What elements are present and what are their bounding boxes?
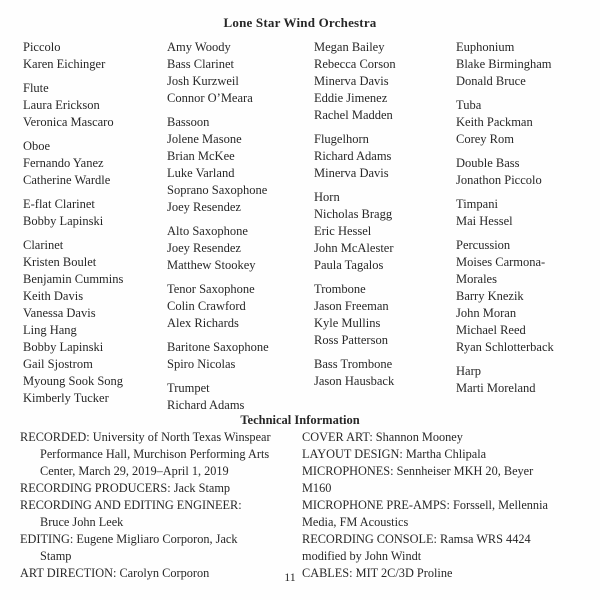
roster-line: Luke Varland: [167, 166, 235, 180]
roster-column-2: [167, 39, 269, 421]
roster-line: Clarinet: [23, 238, 64, 252]
technical-line: EDITING: Eugene Migliaro Corporon, Jack: [20, 532, 238, 546]
roster-line: Brian McKee: [167, 149, 235, 163]
roster-line: Trumpet: [167, 381, 210, 395]
roster-line: Tuba: [456, 98, 482, 112]
instrument-group: [314, 39, 396, 124]
roster-line: Minerva Davis: [314, 74, 389, 88]
technical-line: modified by John Windt: [302, 549, 422, 563]
roster-line: Oboe: [23, 139, 51, 153]
roster-line: Bassoon: [167, 115, 210, 129]
instrument-group: [456, 155, 554, 189]
roster-line: Trombone: [314, 282, 366, 296]
instrument-group: [167, 223, 269, 274]
roster-line: Marti Moreland: [456, 381, 536, 395]
technical-line: COVER ART: Shannon Mooney: [302, 430, 463, 444]
technical-line: Bruce John Leek: [40, 515, 124, 529]
instrument-group: [23, 196, 123, 230]
roster-line: Kristen Boulet: [23, 255, 97, 269]
instrument-group: [456, 39, 554, 90]
roster-line: Donald Bruce: [456, 74, 526, 88]
roster-column-4: [456, 39, 554, 404]
roster-line: Eddie Jimenez: [314, 91, 388, 105]
instrument-group: [23, 237, 123, 407]
roster-line: Bobby Lapinski: [23, 214, 104, 228]
roster-line: Michael Reed: [456, 323, 526, 337]
technical-line: Center, March 29, 2019–April 1, 2019: [40, 464, 229, 478]
instrument-group: [314, 189, 396, 274]
roster-line: Eric Hessel: [314, 224, 372, 238]
roster-line: Flute: [23, 81, 49, 95]
page-title: Lone Star Wind Orchestra: [223, 15, 377, 30]
roster-line: Bass Trombone: [314, 357, 393, 371]
roster-line: Joey Resendez: [167, 200, 241, 214]
roster-line: E-flat Clarinet: [23, 197, 95, 211]
technical-line: Stamp: [40, 549, 72, 563]
roster-column-3: [314, 39, 396, 397]
roster-line: Keith Packman: [456, 115, 533, 129]
page-number: 11: [284, 570, 296, 584]
instrument-group: [314, 356, 396, 390]
roster-line: Spiro Nicolas: [167, 357, 236, 371]
roster-line: Jolene Masone: [167, 132, 242, 146]
roster-line: Ryan Schlotterback: [456, 340, 554, 354]
roster-line: Jason Hausback: [314, 374, 395, 388]
instrument-group: [456, 97, 554, 148]
technical-line: M160: [302, 481, 332, 495]
technical-line: RECORDING CONSOLE: Ramsa WRS 4424: [302, 532, 531, 546]
technical-line: MICROPHONES: Sennheiser MKH 20, Beyer: [302, 464, 534, 478]
technical-line: RECORDED: University of North Texas Winspear: [20, 430, 271, 444]
roster-line: Veronica Mascaro: [23, 115, 114, 129]
roster-line: Colin Crawford: [167, 299, 246, 313]
roster-line: Euphonium: [456, 40, 515, 54]
roster-line: Rebecca Corson: [314, 57, 396, 71]
instrument-group: [456, 363, 554, 397]
roster-line: Blake Birmingham: [456, 57, 552, 71]
technical-line: MICROPHONE PRE-AMPS: Forssell, Mellennia: [302, 498, 548, 512]
roster-line: Ling Hang: [23, 323, 77, 337]
technical-line: RECORDING PRODUCERS: Jack Stamp: [20, 481, 231, 495]
instrument-group: [314, 131, 396, 182]
roster-line: Barry Knezik: [456, 289, 524, 303]
roster-line: Matthew Stookey: [167, 258, 256, 272]
technical-line: RECORDING AND EDITING ENGINEER:: [20, 498, 242, 512]
instrument-group: [23, 138, 123, 189]
roster-line: Moises Carmona-: [456, 255, 546, 269]
instrument-group: [167, 114, 269, 216]
roster-line: Double Bass: [456, 156, 520, 170]
roster-line: Fernando Yanez: [23, 156, 104, 170]
roster-line: Timpani: [456, 197, 498, 211]
roster-line: Keith Davis: [23, 289, 84, 303]
roster-line: Ross Patterson: [314, 333, 388, 347]
roster-line: Morales: [456, 272, 497, 286]
roster-line: Joey Resendez: [167, 241, 241, 255]
roster-line: John McAlester: [314, 241, 394, 255]
roster-line: Benjamin Cummins: [23, 272, 124, 286]
technical-information-title: Technical Information: [240, 413, 360, 427]
roster-line: Flugelhorn: [314, 132, 369, 146]
technical-line: LAYOUT DESIGN: Martha Chlipala: [302, 447, 487, 461]
roster-line: Richard Adams: [314, 149, 392, 163]
roster-line: Alto Saxophone: [167, 224, 248, 238]
instrument-group: [167, 39, 269, 107]
roster-line: Gail Sjostrom: [23, 357, 93, 371]
roster-line: Kyle Mullins: [314, 316, 381, 330]
technical-column-left: [20, 429, 271, 582]
roster-line: Vanessa Davis: [23, 306, 96, 320]
roster-line: Baritone Saxophone: [167, 340, 269, 354]
roster-line: Harp: [456, 364, 481, 378]
instrument-group: [23, 80, 123, 131]
technical-line: ART DIRECTION: Carolyn Corporon: [20, 566, 210, 580]
roster-line: Richard Adams: [167, 398, 245, 412]
roster-line: Piccolo: [23, 40, 61, 54]
roster-line: Megan Bailey: [314, 40, 385, 54]
roster-line: Jonathon Piccolo: [456, 173, 542, 187]
technical-line: Media, FM Acoustics: [302, 515, 409, 529]
instrument-group: [167, 281, 269, 332]
roster-line: Rachel Madden: [314, 108, 393, 122]
roster-line: Nicholas Bragg: [314, 207, 393, 221]
instrument-group: [167, 380, 269, 414]
roster-column-1: [23, 39, 123, 414]
roster-line: Minerva Davis: [314, 166, 389, 180]
roster-line: Mai Hessel: [456, 214, 513, 228]
roster-line: Connor O’Meara: [167, 91, 253, 105]
roster-line: John Moran: [456, 306, 517, 320]
instrument-group: [23, 39, 123, 73]
roster-line: Paula Tagalos: [314, 258, 384, 272]
roster-line: Bass Clarinet: [167, 57, 235, 71]
roster-line: Soprano Saxophone: [167, 183, 268, 197]
instrument-group: [314, 281, 396, 349]
roster-line: Corey Rom: [456, 132, 514, 146]
technical-line: CABLES: MIT 2C/3D Proline: [302, 566, 453, 580]
technical-line: Performance Hall, Murchison Performing Arts: [40, 447, 270, 461]
roster-line: Josh Kurzweil: [167, 74, 239, 88]
roster-line: Alex Richards: [167, 316, 239, 330]
roster-line: Amy Woody: [167, 40, 231, 54]
roster-line: Tenor Saxophone: [167, 282, 255, 296]
instrument-group: [456, 237, 554, 356]
technical-column-right: [302, 429, 548, 582]
roster-line: Bobby Lapinski: [23, 340, 104, 354]
roster-line: Laura Erickson: [23, 98, 100, 112]
roster-line: Myoung Sook Song: [23, 374, 124, 388]
roster-line: Jason Freeman: [314, 299, 389, 313]
instrument-group: [456, 196, 554, 230]
roster-line: Percussion: [456, 238, 511, 252]
roster-line: Kimberly Tucker: [23, 391, 109, 405]
roster-line: Catherine Wardle: [23, 173, 111, 187]
roster-line: Horn: [314, 190, 340, 204]
instrument-group: [167, 339, 269, 373]
roster-line: Karen Eichinger: [23, 57, 106, 71]
